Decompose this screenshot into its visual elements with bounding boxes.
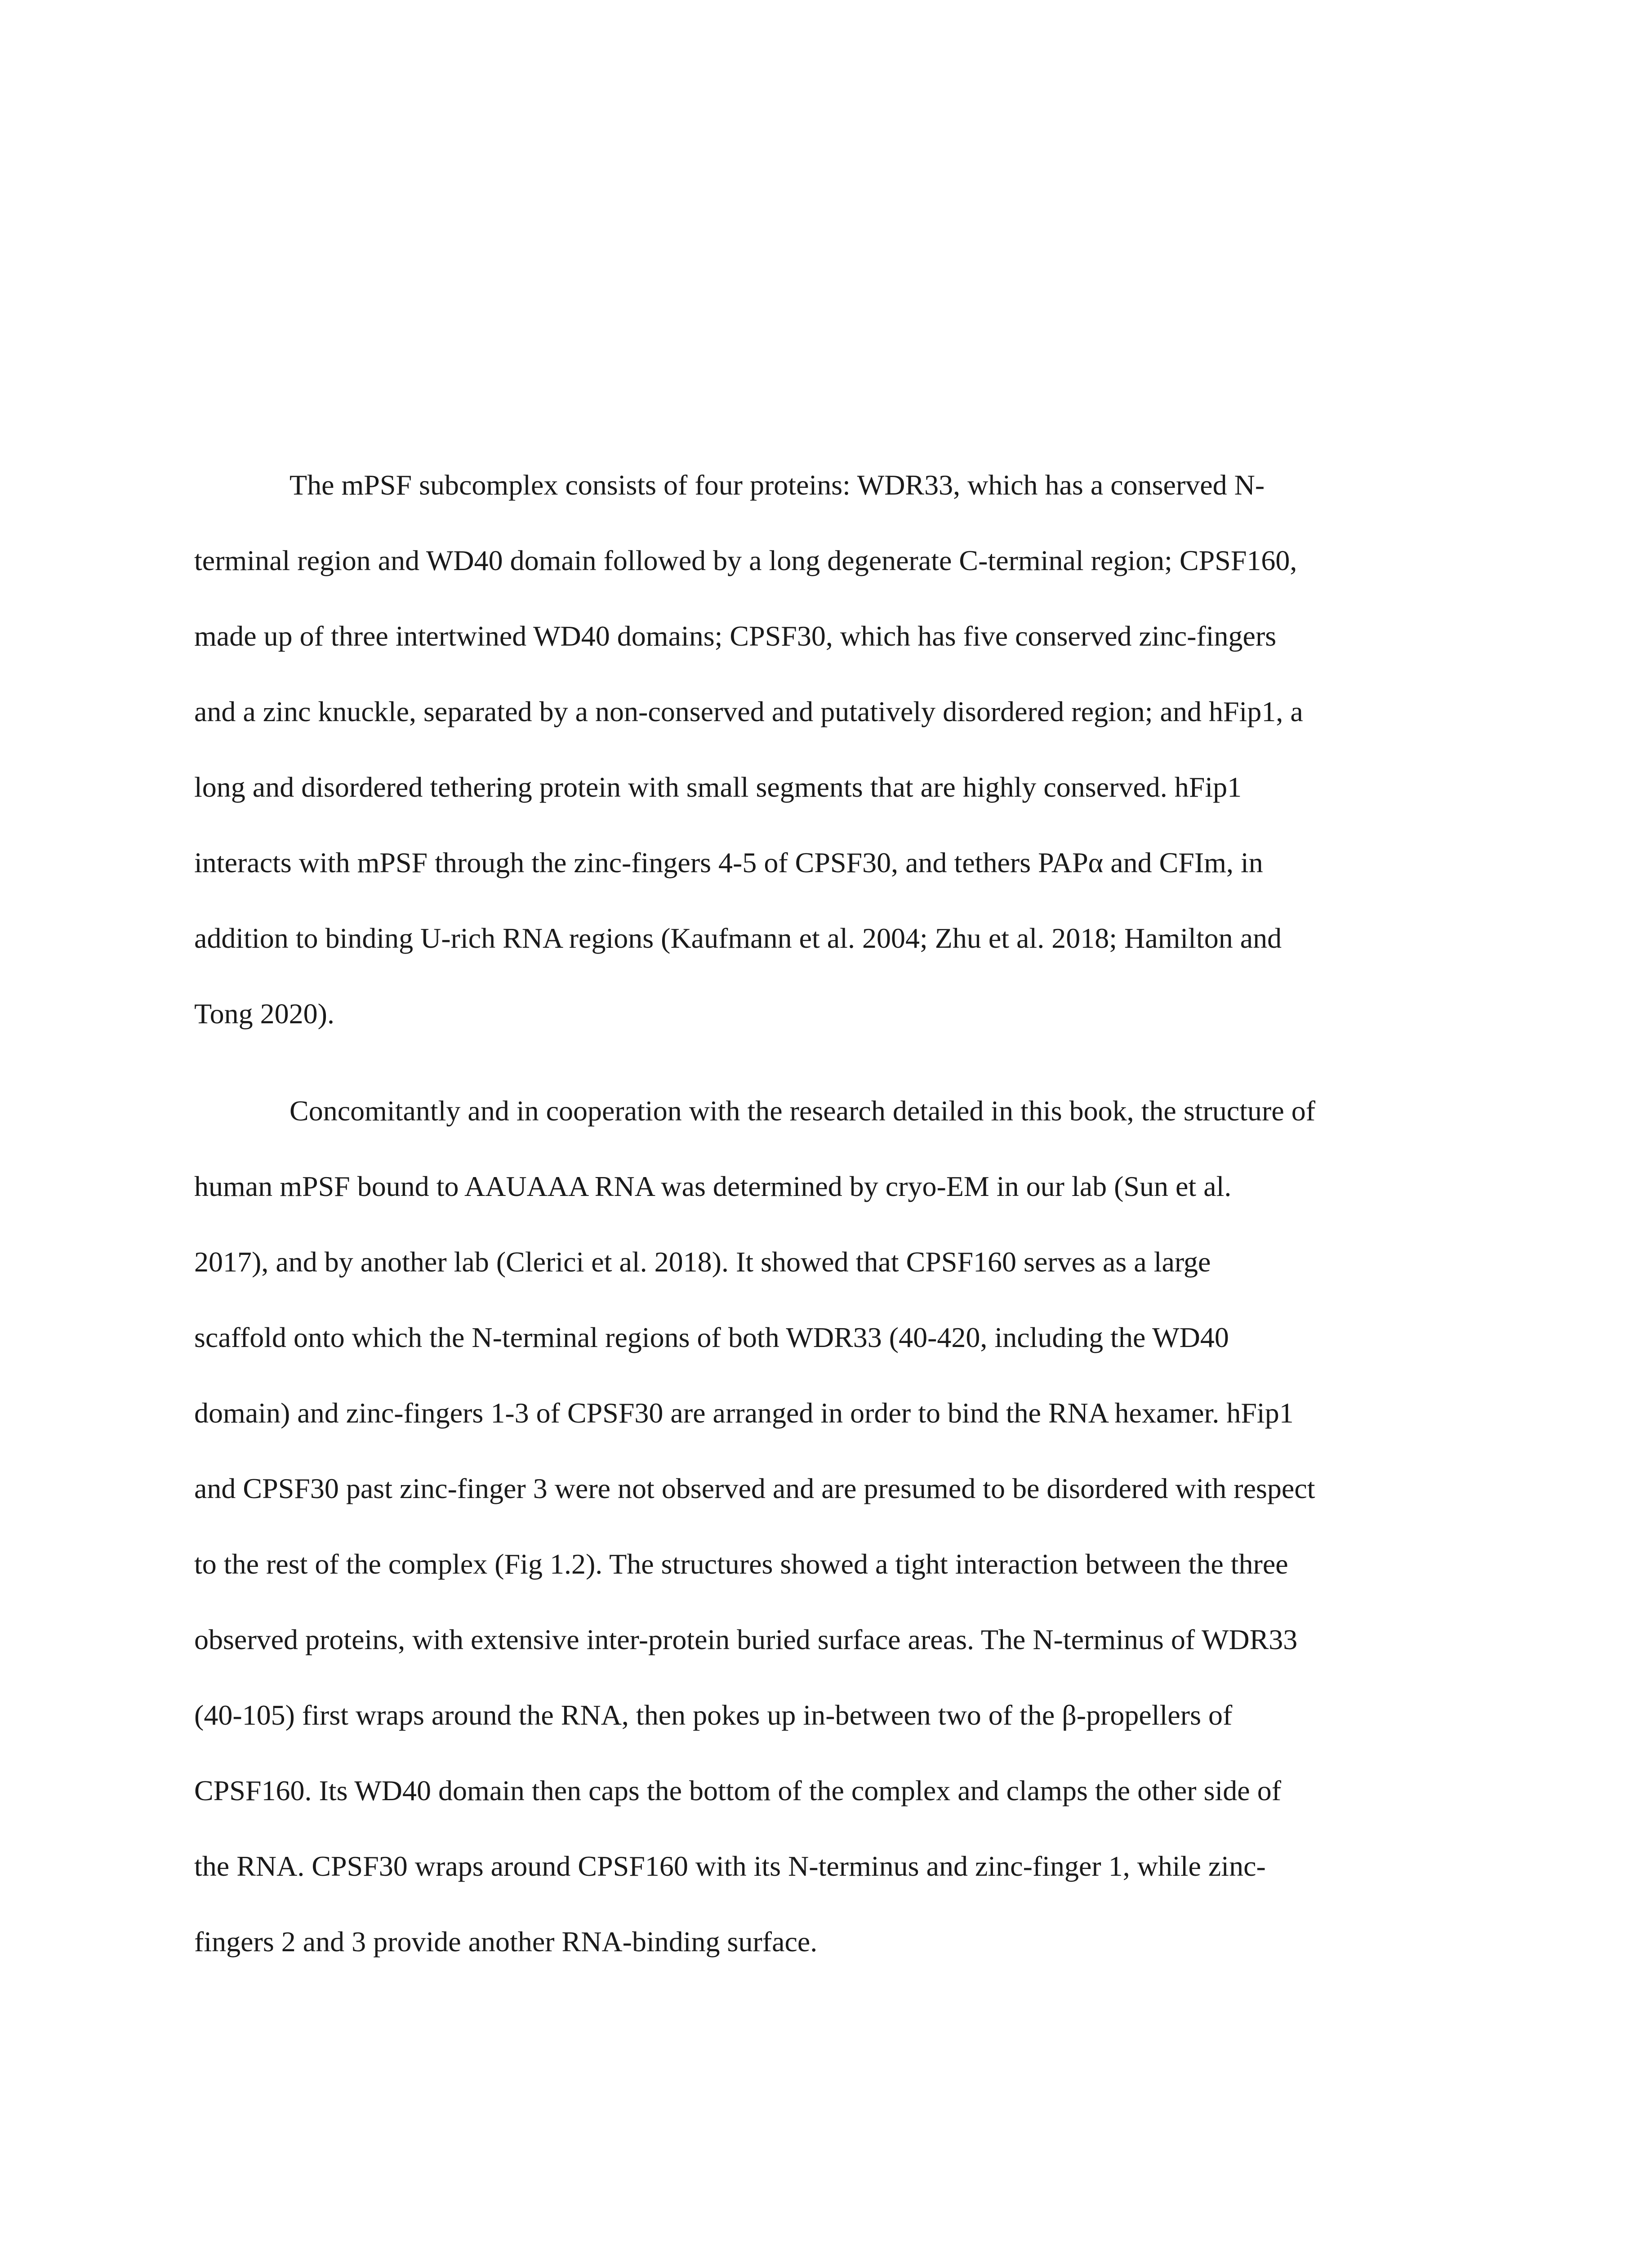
text-line: scaffold onto which the N-terminal regions of both WDR33 (40-420, including the WD40 [194,1321,1229,1353]
text-line: Tong 2020). [194,998,334,1030]
text-line: human mPSF bound to AAUAAA RNA was determined by cryo-EM in our lab (Sun et al. [194,1170,1232,1202]
text-line: (40-105) first wraps around the RNA, then pokes up in-between two of the β-propellers of [194,1699,1233,1731]
text-line: made up of three intertwined WD40 domains; CPSF30, which has five conserved zinc-fingers [194,620,1277,652]
text-line: to the rest of the complex (Fig 1.2). The structures showed a tight interaction between the three [194,1548,1288,1580]
body-text [194,447,1457,1980]
text-line: CPSF160. Its WD40 domain then caps the bottom of the complex and clamps the other side of [194,1775,1281,1806]
text-line: The mPSF subcomplex consists of four proteins: WDR33, which has a conserved N- [289,469,1265,501]
paragraph-mpsf-subcomplex [194,447,1457,1052]
text-line: observed proteins, with extensive inter-protein buried surface areas. The N-terminus of WDR33 [194,1624,1298,1655]
text-line: 2017), and by another lab (Clerici et al. 2018). It showed that CPSF160 serves as a large [194,1246,1211,1278]
text-line: long and disordered tethering protein with small segments that are highly conserved. hFip1 [194,771,1242,803]
text-line: interacts with mPSF through the zinc-fingers 4-5 of CPSF30, and tethers PAPα and CFIm, in [194,847,1263,879]
text-line: Concomitantly and in cooperation with the research detailed in this book, the structure of [289,1095,1316,1127]
paragraph-spacer [194,1052,1457,1073]
text-line: domain) and zinc-fingers 1-3 of CPSF30 are arranged in order to bind the RNA hexamer. hFip1 [194,1397,1294,1429]
text-line: addition to binding U-rich RNA regions (Kaufmann et al. 2004; Zhu et al. 2018; Hamilton and [194,922,1282,954]
text-line: the RNA. CPSF30 wraps around CPSF160 with its N-terminus and zinc-finger 1, while zinc- [194,1850,1266,1882]
text-line: fingers 2 and 3 provide another RNA-binding surface. [194,1926,818,1958]
text-line: and CPSF30 past zinc-finger 3 were not observed and are presumed to be disordered with respect [194,1472,1315,1504]
text-line: terminal region and WD40 domain followed by a long degenerate C-terminal region; CPSF160, [194,544,1297,576]
paragraph-mpsf-structure [194,1073,1457,1980]
text-line: and a zinc knuckle, separated by a non-conserved and putatively disordered region; and hFip1, a [194,696,1303,727]
